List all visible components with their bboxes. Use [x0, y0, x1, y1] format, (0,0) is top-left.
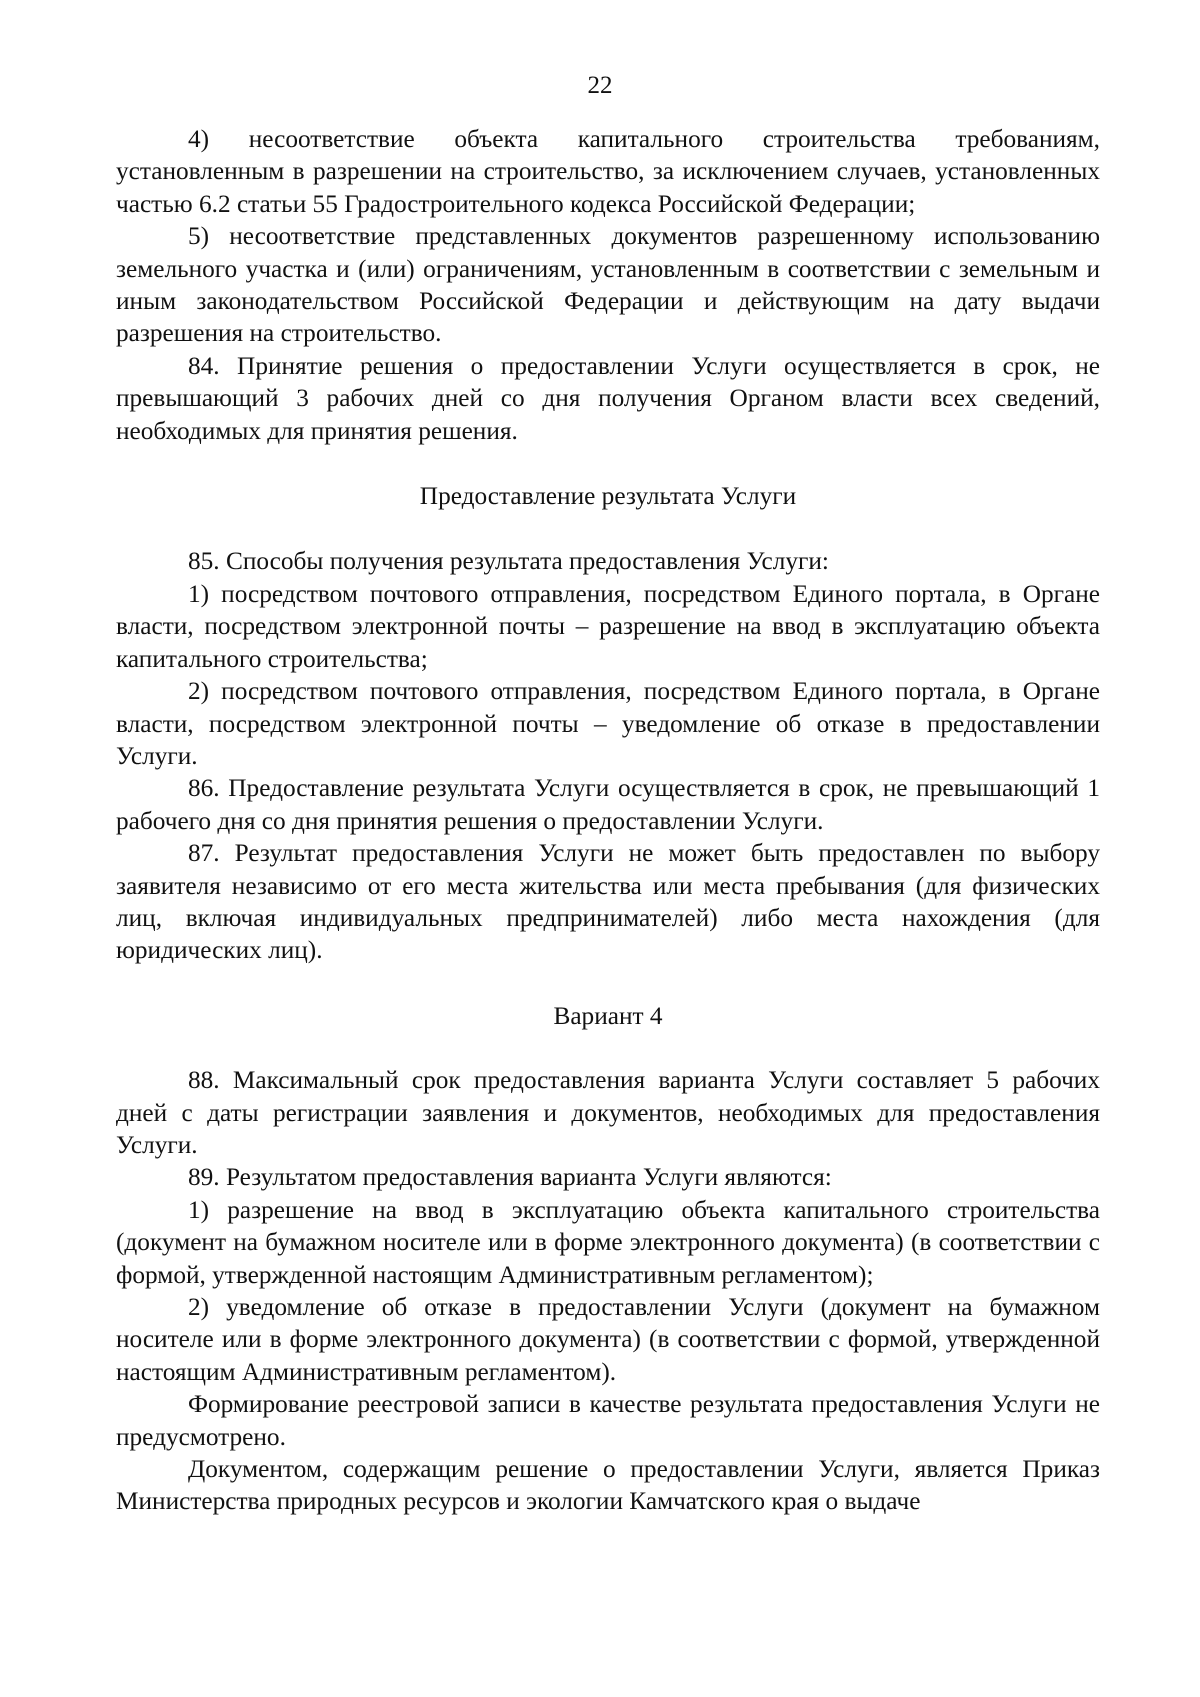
- paragraph-86: 86. Предоставление результата Услуги осуществляется в срок, не превышающий 1 рабочего дня со дня принятия решения о предоставлении Услуги.: [116, 774, 1100, 835]
- paragraph-85: 85. Способы получения результата предоставления Услуги:: [188, 547, 829, 576]
- paragraph-84: 84. Принятие решения о предоставлении Услуги осуществляется в срок, не превышающий 3 рабочих дней со дня получения Органом власти всех сведений, необходимых для принятия решения.: [116, 351, 1100, 445]
- paragraph-item-5: 5) несоответствие представленных документов разрешенному использованию земельного участка и (или) ограничениям, установленным в соответствии с земельным и иным законодательством Российской Федерации и действующим на дату выдачи разрешения на строительство.: [116, 222, 1100, 348]
- paragraph-88: 88. Максимальный срок предоставления варианта Услуги составляет 5 рабочих дней с даты регистрации заявления и документов, необходимых для предоставления Услуги.: [116, 1066, 1100, 1159]
- paragraph-item-4: 4) несоответствие объекта капитального строительства требованиям, установленным в разрешении на строительство, за исключением случаев, установленных частью 6.2 статьи 55 Градостроительного кодекса Российской Федерации;: [116, 125, 1100, 218]
- document-body: [116, 123, 1100, 1518]
- paragraph-89: 89. Результатом предоставления варианта Услуги являются:: [188, 1163, 832, 1192]
- section-heading-result: Предоставление результата Услуги: [419, 482, 797, 511]
- paragraph-89-item-2: 2) уведомление об отказе в предоставлении Услуги (документ на бумажном носителе или в форме электронного документа) (в соответствии с формой, утвержденной настоящим Административным регламентом).: [116, 1293, 1100, 1386]
- page-number: 22: [587, 72, 613, 99]
- paragraph-registry-record: Формирование реестровой записи в качестве результата предоставления Услуги не предусмотрено.: [116, 1390, 1100, 1451]
- paragraph-85-item-2: 2) посредством почтового отправления, посредством Единого портала, в Органе власти, посредством электронной почты – уведомление об отказе в предоставлении Услуги.: [116, 677, 1100, 770]
- paragraph-89-item-1: 1) разрешение на ввод в эксплуатацию объекта капитального строительства (документ на бумажном носителе или в форме электронного документа) (в соответствии с формой, утвержденной настоящим Административным регламентом);: [116, 1195, 1100, 1289]
- paragraph-87: 87. Результат предоставления Услуги не может быть предоставлен по выбору заявителя независимо от его места жительства или места пребывания (для физических лиц, включая индивидуальных предпринимателей) либо места нахождения (для юридических лиц).: [116, 839, 1100, 965]
- paragraph-85-item-1: 1) посредством почтового отправления, посредством Единого портала, в Органе власти, посредством электронной почты – разрешение на ввод в эксплуатацию объекта капитального строительства;: [116, 579, 1100, 673]
- section-heading-variant-4: Вариант 4: [553, 1001, 663, 1030]
- paragraph-decision-document: Документом, содержащим решение о предоставлении Услуги, является Приказ Министерства природных ресурсов и экологии Камчатского края о выдаче: [116, 1455, 1100, 1516]
